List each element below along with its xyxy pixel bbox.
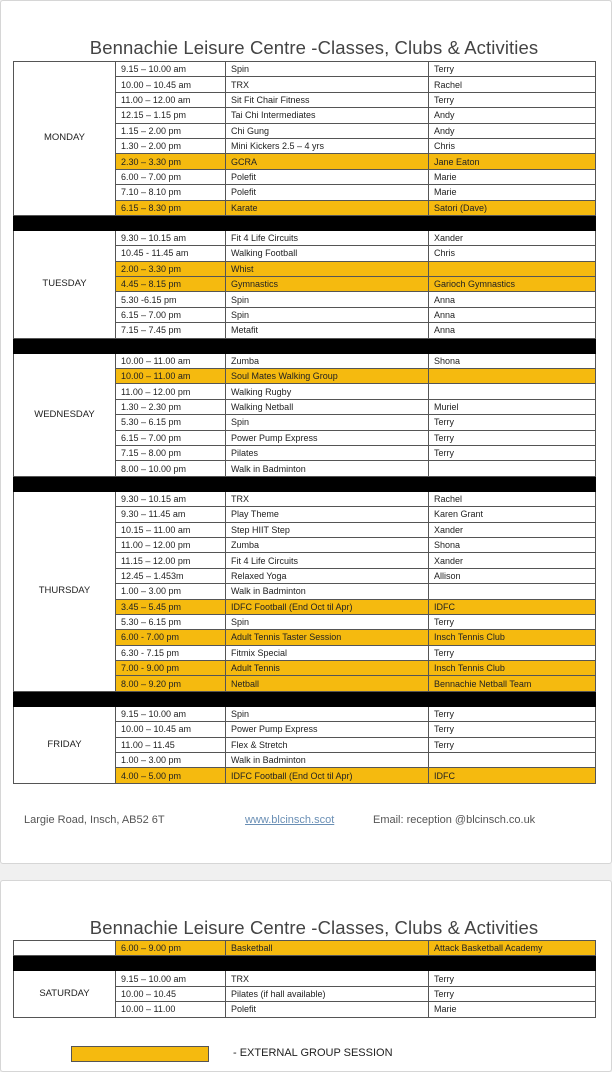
time-cell: 6.15 – 8.30 pm [116, 200, 226, 215]
page-title: Bennachie Leisure Centre -Classes, Clubs & Activities [89, 917, 539, 938]
time-cell: 11.00 – 12.00 pm [116, 537, 226, 552]
activity-cell: Walk in Badminton [226, 584, 429, 599]
time-cell: 6.00 – 9.00 pm [116, 941, 226, 956]
leader-cell: Anna [429, 307, 596, 322]
footer-website-link[interactable] [245, 814, 334, 826]
activity-cell: Gymnastics [226, 277, 429, 292]
footer-email: Email: reception @blcinsch.co.uk [373, 814, 536, 826]
day-label: TUESDAY [14, 230, 116, 338]
leader-cell: Marie [429, 169, 596, 184]
time-cell: 11.00 – 11.45 [116, 737, 226, 752]
activity-cell: Power Pump Express [226, 722, 429, 737]
activity-cell: Soul Mates Walking Group [226, 369, 429, 384]
time-cell: 6.30 - 7.15 pm [116, 645, 226, 660]
time-cell: 6.15 – 7.00 pm [116, 307, 226, 322]
activity-cell: Chi Gung [226, 123, 429, 138]
activity-cell: Mini Kickers 2.5 – 4 yrs [226, 138, 429, 153]
activity-cell: Fit 4 Life Circuits [226, 553, 429, 568]
time-cell: 7.15 – 7.45 pm [116, 323, 226, 338]
leader-cell: Terry [429, 986, 596, 1001]
leader-cell: Andy [429, 123, 596, 138]
leader-cell [429, 753, 596, 768]
activity-cell: TRX [226, 77, 429, 92]
activity-cell: IDFC Football (End Oct til Apr) [226, 599, 429, 614]
activity-cell: IDFC Football (End Oct til Apr) [226, 768, 429, 783]
time-cell: 8.00 – 9.20 pm [116, 676, 226, 691]
activity-cell: Whist [226, 261, 429, 276]
leader-cell: IDFC [429, 768, 596, 783]
separator-bar [14, 476, 596, 491]
day-separator [14, 476, 596, 491]
activity-cell: Spin [226, 415, 429, 430]
leader-cell: Terry [429, 645, 596, 660]
leader-cell: Insch Tennis Club [429, 630, 596, 645]
activity-cell: Walking Football [226, 246, 429, 261]
time-cell: 9.15 – 10.00 am [116, 971, 226, 986]
day-label: FRIDAY [14, 706, 116, 783]
time-cell: 9.30 – 11.45 am [116, 507, 226, 522]
time-cell: 6.00 - 7.00 pm [116, 630, 226, 645]
leader-cell: Chris [429, 138, 596, 153]
schedule-row [14, 706, 596, 721]
activity-cell: Walk in Badminton [226, 461, 429, 476]
separator-bar [14, 338, 596, 353]
leader-cell: Terry [429, 706, 596, 721]
time-cell: 1.00 – 3.00 pm [116, 753, 226, 768]
activity-cell: Spin [226, 307, 429, 322]
leader-cell: Shona [429, 537, 596, 552]
activity-cell: Basketball [226, 941, 429, 956]
leader-cell: Bennachie Netball Team [429, 676, 596, 691]
leader-cell: Xander [429, 230, 596, 245]
leader-cell [429, 384, 596, 399]
time-cell: 4.45 – 8.15 pm [116, 277, 226, 292]
time-cell: 3.45 – 5.45 pm [116, 599, 226, 614]
schedule-table [13, 61, 596, 784]
activity-cell: Spin [226, 292, 429, 307]
activity-cell: Walking Netball [226, 399, 429, 414]
activity-cell: Polefit [226, 169, 429, 184]
day-separator [14, 215, 596, 230]
activity-cell: Fitmix Special [226, 645, 429, 660]
leader-cell [429, 584, 596, 599]
day-label: THURSDAY [14, 491, 116, 691]
schedule-row [14, 971, 596, 986]
time-cell: 11.00 – 12.00 pm [116, 384, 226, 399]
leader-cell: Allison [429, 568, 596, 583]
day-label: SATURDAY [14, 971, 116, 1017]
leader-cell: Marie [429, 185, 596, 200]
time-cell: 1.15 – 2.00 pm [116, 123, 226, 138]
activity-cell: Sit Fit Chair Fitness [226, 92, 429, 107]
day-label: WEDNESDAY [14, 353, 116, 476]
time-cell: 5.30 -6.15 pm [116, 292, 226, 307]
time-cell: 7.15 – 8.00 pm [116, 445, 226, 460]
activity-cell: Spin [226, 706, 429, 721]
legend-external-swatch [71, 1046, 209, 1062]
activity-cell: Spin [226, 62, 429, 77]
leader-cell: Terry [429, 415, 596, 430]
schedule-row [14, 353, 596, 368]
time-cell: 2.00 – 3.30 pm [116, 261, 226, 276]
time-cell: 2.30 – 3.30 pm [116, 154, 226, 169]
footer-address: Largie Road, Insch, AB52 6T [24, 814, 165, 826]
schedule-table [13, 940, 596, 1018]
leader-cell: Karen Grant [429, 507, 596, 522]
time-cell: 9.30 – 10.15 am [116, 491, 226, 506]
leader-cell: Muriel [429, 399, 596, 414]
time-cell: 10.00 – 11.00 [116, 1002, 226, 1017]
time-cell: 10.00 – 10.45 am [116, 77, 226, 92]
activity-cell: Tai Chi Intermediates [226, 108, 429, 123]
time-cell: 6.00 – 7.00 pm [116, 169, 226, 184]
time-cell: 6.15 – 7.00 pm [116, 430, 226, 445]
activity-cell: GCRA [226, 154, 429, 169]
time-cell: 12.45 – 1.453m [116, 568, 226, 583]
separator-bar [14, 956, 596, 971]
schedule-row [14, 491, 596, 506]
page-2 [0, 880, 612, 1072]
leader-cell: Garioch Gymnastics [429, 277, 596, 292]
activity-cell: Flex & Stretch [226, 737, 429, 752]
leader-cell: Satori (Dave) [429, 200, 596, 215]
leader-cell: Attack Basketball Academy [429, 941, 596, 956]
leader-cell [429, 261, 596, 276]
leader-cell: Xander [429, 522, 596, 537]
activity-cell: Karate [226, 200, 429, 215]
activity-cell: Zumba [226, 537, 429, 552]
time-cell: 10.15 – 11.00 am [116, 522, 226, 537]
activity-cell: Relaxed Yoga [226, 568, 429, 583]
activity-cell: Adult Tennis Taster Session [226, 630, 429, 645]
day-label [14, 941, 116, 956]
leader-cell: Chris [429, 246, 596, 261]
time-cell: 1.30 – 2.00 pm [116, 138, 226, 153]
activity-cell: Walk in Badminton [226, 753, 429, 768]
leader-cell: Xander [429, 553, 596, 568]
time-cell: 11.00 – 12.00 am [116, 92, 226, 107]
activity-cell: Play Theme [226, 507, 429, 522]
time-cell: 10.00 – 10.45 [116, 986, 226, 1001]
separator-bar [14, 691, 596, 706]
time-cell: 5.30 – 6.15 pm [116, 614, 226, 629]
activity-cell: TRX [226, 491, 429, 506]
activity-cell: Zumba [226, 353, 429, 368]
website-link[interactable]: www.blcinsch.scot [245, 814, 335, 826]
day-separator [14, 691, 596, 706]
time-cell: 7.00 - 9.00 pm [116, 661, 226, 676]
leader-cell: Terry [429, 62, 596, 77]
activity-cell: TRX [226, 971, 429, 986]
leader-cell: Terry [429, 92, 596, 107]
activity-cell: Pilates (if hall available) [226, 986, 429, 1001]
schedule-row [14, 230, 596, 245]
time-cell: 1.30 – 2.30 pm [116, 399, 226, 414]
leader-cell: Anna [429, 323, 596, 338]
time-cell: 12.15 – 1.15 pm [116, 108, 226, 123]
time-cell: 10.00 – 11.00 am [116, 353, 226, 368]
activity-cell: Metafit [226, 323, 429, 338]
activity-cell: Walking Rugby [226, 384, 429, 399]
leader-cell: Terry [429, 445, 596, 460]
activity-cell: Spin [226, 614, 429, 629]
leader-cell: Terry [429, 430, 596, 445]
day-separator [14, 956, 596, 971]
time-cell: 5.30 – 6.15 pm [116, 415, 226, 430]
time-cell: 9.15 – 10.00 am [116, 62, 226, 77]
time-cell: 9.30 – 10.15 am [116, 230, 226, 245]
time-cell: 8.00 – 10.00 pm [116, 461, 226, 476]
time-cell: 4.00 – 5.00 pm [116, 768, 226, 783]
day-label: MONDAY [14, 62, 116, 216]
leader-cell [429, 461, 596, 476]
activity-cell: Power Pump Express [226, 430, 429, 445]
time-cell: 10.45 - 11.45 am [116, 246, 226, 261]
activity-cell: Fit 4 Life Circuits [226, 230, 429, 245]
leader-cell: Terry [429, 722, 596, 737]
time-cell: 1.00 – 3.00 pm [116, 584, 226, 599]
legend-text: - EXTERNAL GROUP SESSION [233, 1047, 393, 1059]
activity-cell: Polefit [226, 1002, 429, 1017]
schedule-row [14, 941, 596, 956]
leader-cell: Anna [429, 292, 596, 307]
leader-cell: IDFC [429, 599, 596, 614]
leader-cell: Insch Tennis Club [429, 661, 596, 676]
leader-cell: Jane Eaton [429, 154, 596, 169]
time-cell: 10.00 – 11.00 am [116, 369, 226, 384]
page-title: Bennachie Leisure Centre -Classes, Clubs & Activities [89, 37, 539, 58]
activity-cell: Step HIIT Step [226, 522, 429, 537]
time-cell: 10.00 – 10.45 am [116, 722, 226, 737]
schedule-row [14, 62, 596, 77]
day-separator [14, 338, 596, 353]
leader-cell: Terry [429, 614, 596, 629]
leader-cell: Terry [429, 737, 596, 752]
leader-cell: Marie [429, 1002, 596, 1017]
separator-bar [14, 215, 596, 230]
leader-cell: Shona [429, 353, 596, 368]
leader-cell [429, 369, 596, 384]
leader-cell: Rachel [429, 491, 596, 506]
activity-cell: Pilates [226, 445, 429, 460]
time-cell: 7.10 – 8.10 pm [116, 185, 226, 200]
time-cell: 9.15 – 10.00 am [116, 706, 226, 721]
activity-cell: Polefit [226, 185, 429, 200]
leader-cell: Rachel [429, 77, 596, 92]
activity-cell: Netball [226, 676, 429, 691]
time-cell: 11.15 – 12.00 pm [116, 553, 226, 568]
leader-cell: Terry [429, 971, 596, 986]
leader-cell: Andy [429, 108, 596, 123]
activity-cell: Adult Tennis [226, 661, 429, 676]
